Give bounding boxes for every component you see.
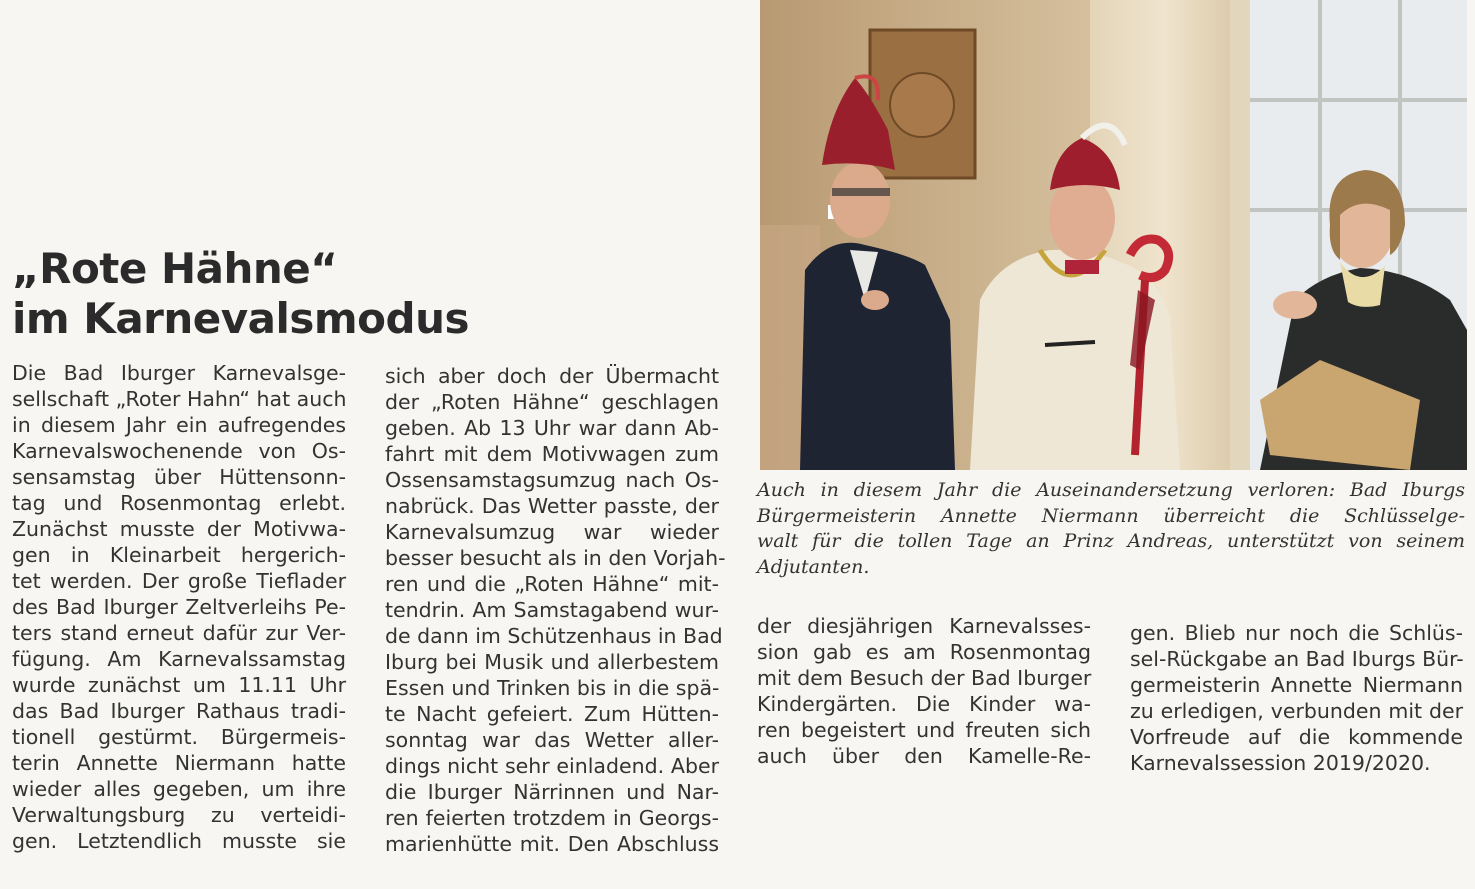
text-line: fügung. Am Karnevalssamstag xyxy=(12,647,346,671)
text-line: Vorfreude auf die kommende xyxy=(1130,725,1463,749)
text-line: dings nicht sehr einladend. Aber xyxy=(385,754,719,778)
caption-line: Auch in diesem Jahr die Auseinandersetzung verloren: Bad Iburgs xyxy=(757,479,1465,501)
text-line: sich aber doch der Übermacht xyxy=(385,364,719,388)
text-line: tendrin. Am Samstagabend wur- xyxy=(385,598,719,622)
photo-caption xyxy=(757,478,1465,580)
text-line: wieder alles gegeben, um ihre xyxy=(12,777,346,801)
text-line: in diesem Jahr ein aufregendes xyxy=(12,413,346,437)
text-line: tet werden. Der große Tieflader xyxy=(12,569,346,593)
text-line: tionell gestürmt. Bürgermeis- xyxy=(12,725,346,749)
text-line: sonntag war das Wetter aller- xyxy=(385,728,719,752)
text-line: marienhütte mit. Den Abschluss xyxy=(385,832,719,856)
text-line: auch über den Kamelle-Re- xyxy=(757,744,1091,768)
text-line: germeisterin Annette Niermann xyxy=(1130,673,1463,697)
text-line: mit dem Besuch der Bad Iburger xyxy=(757,666,1092,690)
text-line: ren begeistert und freuten sich xyxy=(757,718,1091,742)
text-line: ren und die „Roten Hähne“ mit- xyxy=(385,572,719,596)
text-line: nabrück. Das Wetter passte, der xyxy=(385,494,719,518)
text-line: Karnevalssession 2019/2020. xyxy=(1130,751,1431,775)
text-line: des Bad Iburger Zeltverleihs Pe- xyxy=(12,595,346,619)
text-line: Ossensamstagsumzug nach Os- xyxy=(385,468,719,492)
text-line: der diesjährigen Karnevalsses- xyxy=(757,614,1091,638)
text-line: das Bad Iburger Rathaus tradi- xyxy=(12,699,346,723)
text-line: terin Annette Niermann hatte xyxy=(12,751,346,775)
article-headline xyxy=(12,244,732,344)
text-line: Verwaltungsburg zu verteidi- xyxy=(12,803,346,827)
text-line: gen in Kleinarbeit hergerich- xyxy=(12,543,346,567)
photo-illustration xyxy=(760,0,1467,470)
article-column-2 xyxy=(385,363,726,857)
article-photo xyxy=(760,0,1467,470)
article-column-4 xyxy=(1130,620,1463,776)
text-line: de dann im Schützenhaus in Bad xyxy=(385,624,723,648)
text-line: tag und Rosenmontag erlebt. xyxy=(12,491,346,515)
text-line: geben. Ab 13 Uhr war dann Ab- xyxy=(385,416,719,440)
text-line: sel-Rückgabe an Bad Iburgs Bür- xyxy=(1130,647,1464,671)
text-line: die Iburger Närrinnen und Nar- xyxy=(385,780,719,804)
text-line: sellschaft „Roter Hahn“ hat auch xyxy=(12,387,347,411)
text-line: Essen und Trinken bis in die spä- xyxy=(385,676,720,700)
text-line: der „Roten Hähne“ geschlagen xyxy=(385,390,719,414)
text-line: ters stand erneut dafür zur Ver- xyxy=(12,621,346,645)
text-line: Kindergärten. Die Kinder wa- xyxy=(757,692,1091,716)
text-line: gen. Blieb nur noch die Schlüs- xyxy=(1130,621,1463,645)
text-line: Karnevalswochenende von Os- xyxy=(12,439,346,463)
text-line: sensamstag über Hüttensonn- xyxy=(12,465,346,489)
caption-line: Bürgermeisterin Annette Niermann überreicht die Schlüsselge- xyxy=(757,504,1465,527)
article-column-3 xyxy=(757,613,1091,769)
text-line: gen. Letztendlich musste sie xyxy=(12,829,346,853)
article-column-1 xyxy=(12,360,346,854)
text-line: sion gab es am Rosenmontag xyxy=(757,640,1091,664)
text-line: besser besucht als in den Vorjah- xyxy=(385,546,726,570)
text-line: wurde zunächst um 11.11 Uhr xyxy=(12,673,346,697)
text-line: zu erledigen, verbunden mit der xyxy=(1130,699,1463,723)
text-line: Zunächst musste der Motivwa- xyxy=(12,517,346,541)
text-line: Die Bad Iburger Karnevalsge- xyxy=(12,361,346,385)
text-line: te Nacht gefeiert. Zum Hütten- xyxy=(385,702,719,726)
text-line: Karnevalsumzug war wieder xyxy=(385,520,719,544)
caption-line: Adjutanten. xyxy=(757,555,870,578)
text-line: Iburg bei Musik und allerbestem xyxy=(385,650,719,674)
text-line: fahrt mit dem Motivwagen zum xyxy=(385,442,719,466)
headline-line-1: „Rote Hähne“ xyxy=(12,244,338,293)
text-line: ren feierten trotzdem in Georgs- xyxy=(385,806,719,830)
headline-line-2: im Karnevalsmodus xyxy=(12,294,469,343)
caption-line: walt für die tollen Tage an Prinz Andreas, unterstützt von seinem xyxy=(757,530,1465,552)
